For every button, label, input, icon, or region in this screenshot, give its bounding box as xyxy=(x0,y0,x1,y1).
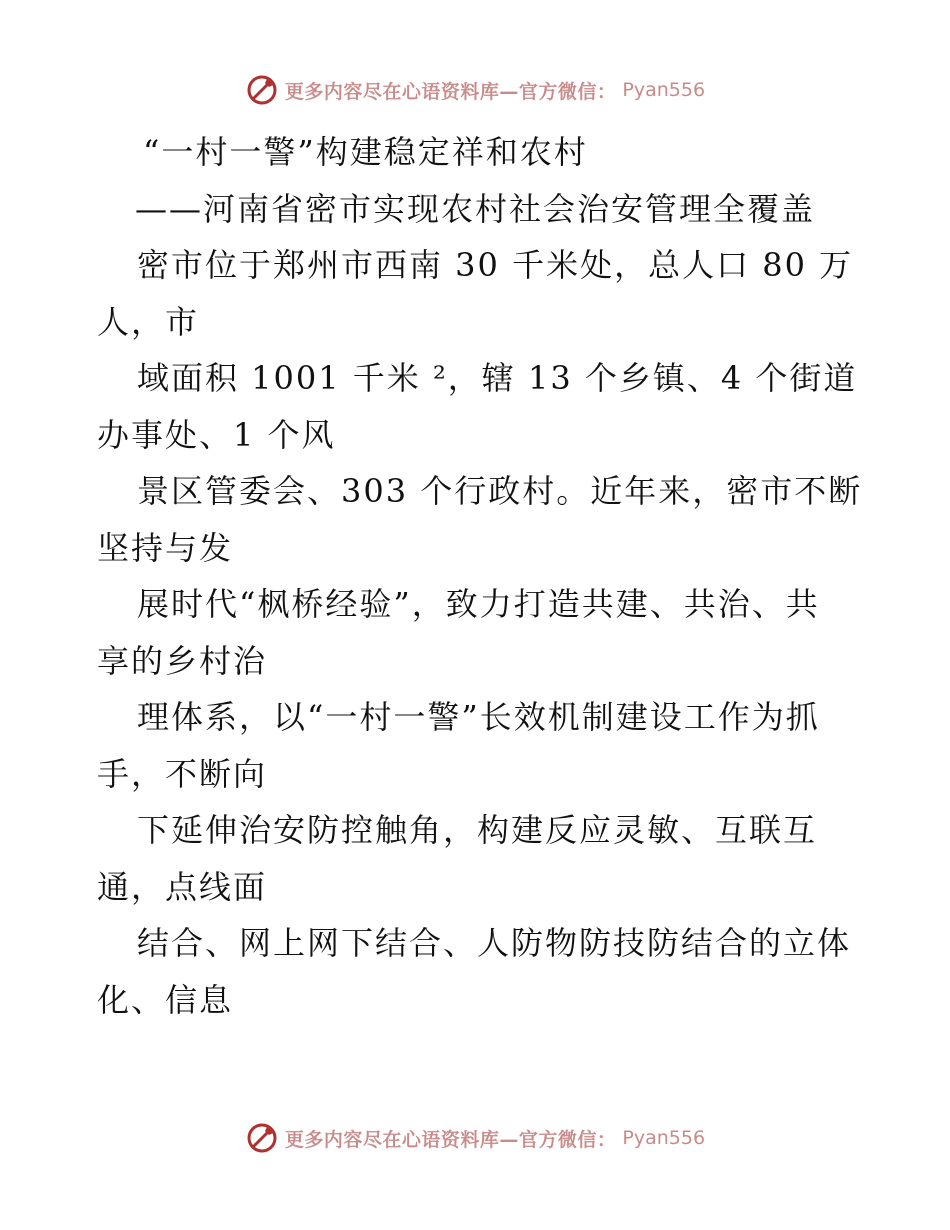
paragraph-line: 化、信息 xyxy=(97,980,234,1019)
paragraph-line: 下延伸治安防控触角，构建反应灵敏、互联互 xyxy=(137,811,818,849)
footer-banner xyxy=(0,1118,950,1158)
paragraph-line: 坚持与发 xyxy=(97,528,234,567)
paragraph-line: 办事处、1 个风 xyxy=(97,415,336,454)
paragraph-line: 展时代“枫桥经验”，致力打造共建、共治、共 xyxy=(137,585,820,623)
banner-text: 更多内容尽在心语资料库—官方微信： xyxy=(284,80,617,103)
banner-wechat-id: Pyan556 xyxy=(622,79,706,101)
paragraph-line: 手，不断向 xyxy=(97,754,268,793)
paragraph-line: 享的乡村治 xyxy=(97,641,268,680)
paragraph-line: 密市位于郑州市西南 30 千米处，总人口 80 万 xyxy=(137,246,854,284)
pen-circle-logo-icon xyxy=(245,73,279,107)
paragraph-line: 景区管委会、303 个行政村。近年来，密市不断 xyxy=(137,472,863,510)
paragraph-line: 结合、网上网下结合、人防物防技防结合的立体 xyxy=(137,924,852,962)
banner-wechat-id: Pyan556 xyxy=(622,1127,706,1149)
header-banner xyxy=(0,70,950,110)
document-subtitle: ——河南省密市实现农村社会治安管理全覆盖 xyxy=(135,189,816,228)
pen-circle-logo-icon xyxy=(245,1121,279,1155)
document-title: “一村一警”构建稳定祥和农村 xyxy=(143,133,588,171)
paragraph-line: 通，点线面 xyxy=(97,867,268,906)
paragraph-line: 人，市 xyxy=(97,302,200,341)
paragraph-line: 理体系，以“一村一警”长效机制建设工作为抓 xyxy=(137,698,820,736)
document-body xyxy=(97,124,863,1028)
banner-text: 更多内容尽在心语资料库—官方微信： xyxy=(284,1128,617,1151)
paragraph-line: 域面积 1001 千米 ²，辖 13 个乡镇、4 个街道 xyxy=(137,359,858,397)
